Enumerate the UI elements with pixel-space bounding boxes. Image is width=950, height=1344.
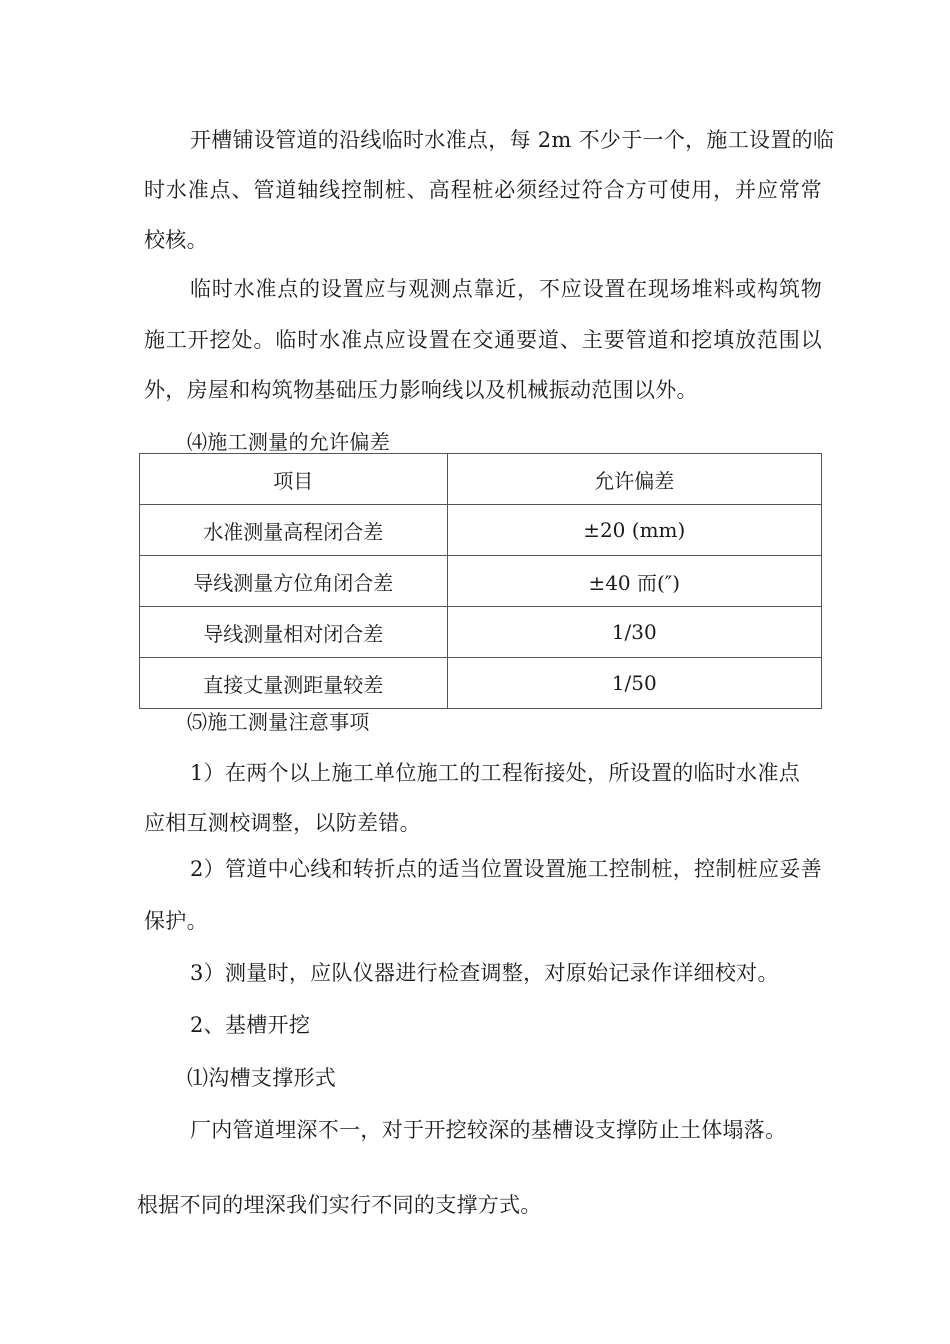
paragraph-1-line-3: 校核。: [144, 228, 208, 252]
table-cell-item: 导线测量方位角闭合差: [140, 556, 448, 607]
paragraph-1-line-2: 时水准点、管道轴线控制桩、高程桩必须经过符合方可使用，并应常常: [144, 178, 822, 202]
table-cell-item: 直接丈量测距量较差: [140, 658, 448, 709]
paragraph-2-line-1: 临时水准点的设置应与观测点靠近，不应设置在现场堆料或构筑物: [190, 277, 822, 301]
table-caption: ⑷施工测量的允许偏差: [187, 430, 390, 454]
section-paragraph-2: 根据不同的埋深我们实行不同的支撑方式。: [137, 1193, 542, 1217]
note-2-line-1: 2）管道中心线和转折点的适当位置设置施工控制桩，控制桩应妥善: [190, 857, 822, 881]
notes-heading: ⑸施工测量注意事项: [187, 710, 370, 734]
table-cell-tolerance: ±40 而(″): [447, 556, 821, 607]
table-cell-tolerance: 1/30: [447, 607, 821, 658]
table-row: [140, 607, 822, 658]
note-3: 3）测量时，应队仪器进行检查调整，对原始记录作详细校对。: [190, 961, 779, 985]
note-1-line-2: 应相互测校调整，以防差错。: [144, 811, 421, 835]
table-cell-item: 导线测量相对闭合差: [140, 607, 448, 658]
note-2-line-2: 保护。: [144, 909, 208, 933]
table-header-tolerance: 允许偏差: [447, 454, 821, 505]
table-row: [140, 658, 822, 709]
note-1-line-1: 1）在两个以上施工单位施工的工程衔接处，所设置的临时水准点: [190, 761, 801, 785]
paragraph-2-line-3: 外，房屋和构筑物基础压力影响线以及机械振动范围以外。: [144, 378, 698, 402]
table-cell-item: 水准测量高程闭合差: [140, 505, 448, 556]
section-heading: 2、基槽开挖: [190, 1013, 311, 1037]
table-cell-tolerance: ±20 (mm): [447, 505, 821, 556]
table-cell-tolerance: 1/50: [447, 658, 821, 709]
table-header-row: [140, 454, 822, 505]
table-row: [140, 556, 822, 607]
section-paragraph-1: 厂内管道埋深不一，对于开挖较深的基槽设支撑防止土体塌落。: [190, 1118, 787, 1142]
table-header-item: 项目: [140, 454, 448, 505]
section-sub-heading: ⑴沟槽支撑形式: [187, 1066, 337, 1090]
paragraph-1-line-1: 开槽铺设管道的沿线临时水准点，每 2m 不少于一个，施工设置的临: [190, 128, 835, 152]
paragraph-2-line-2: 施工开挖处。临时水准点应设置在交通要道、主要管道和挖填放范围以: [144, 328, 822, 352]
tolerance-table: [139, 453, 822, 709]
table-row: [140, 505, 822, 556]
